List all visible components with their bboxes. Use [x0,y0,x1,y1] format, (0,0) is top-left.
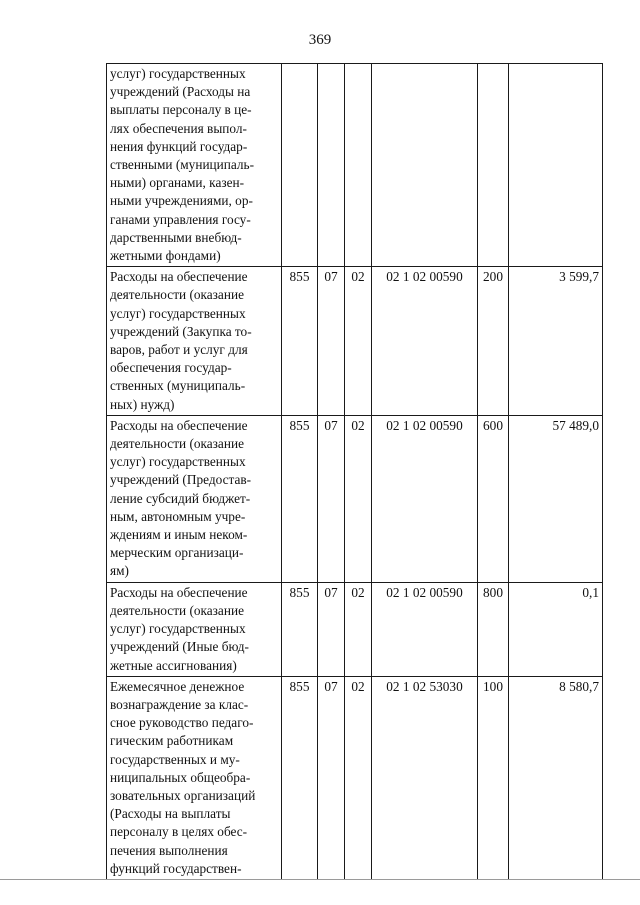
expense-name-cell [107,676,282,879]
expense-name-line: Расходы на обеспечение [110,584,248,600]
expense-name-line: зовательных организаций [110,787,256,803]
expense-name-line: гическим работникам [110,733,234,749]
budget-table [106,63,603,880]
section-code-cell: 07 [318,415,345,582]
subsection-code-cell: 02 [345,582,372,676]
expense-name-line: лях обеспечения выпол- [110,120,247,136]
expense-name-line: услуг) государственных [110,454,246,470]
expense-name-line: (Расходы на выплаты [110,806,231,822]
expense-name-line: вознаграждение за клас- [110,696,249,712]
expense-name-line: деятельности (оказание [110,436,244,452]
expense-name-line: Расходы на обеспечение [110,269,248,285]
amount-cell: 57 489,0 [509,415,603,582]
ministry-code-cell: 855 [282,415,318,582]
expense-name-line: учреждений (Расходы на [110,84,251,100]
expense-name-line: дарственными внебюд- [110,229,242,245]
expense-type-cell: 600 [478,415,509,582]
expense-type-cell: 100 [478,676,509,879]
section-code-cell [318,64,345,267]
expense-name-line: ными учреждениями, ор- [110,193,253,209]
table-row [107,64,603,267]
expense-name-line: мерческим организаци- [110,545,244,561]
amount-cell [509,64,603,267]
table-row [107,582,603,676]
expense-name-line: услуг) государственных [110,621,246,637]
expense-name-line: государственных и му- [110,751,240,767]
subsection-code-cell [345,64,372,267]
page-number: 369 [308,32,332,48]
expense-name-line: Ежемесячное денежное [110,678,245,694]
target-article-cell: 02 1 02 00590 [372,267,478,416]
ministry-code-cell: 855 [282,676,318,879]
expense-name-line: обеспечения государ- [110,360,232,376]
section-code-cell: 07 [318,582,345,676]
expense-type-cell [478,64,509,267]
expense-name-line: ждениям и иным неком- [110,527,248,543]
expense-type-cell: 800 [478,582,509,676]
expense-name-cell [107,415,282,582]
expense-name-line: сное руководство педаго- [110,715,254,731]
expense-name-line: учреждений (Предостав- [110,472,252,488]
expense-name-line: деятельности (оказание [110,602,244,618]
target-article-cell: 02 1 02 00590 [372,415,478,582]
subsection-code-cell: 02 [345,676,372,879]
ministry-code-cell: 855 [282,582,318,676]
amount-cell: 0,1 [509,582,603,676]
expense-name-line: ными) органами, казен- [110,175,245,191]
table-row [107,267,603,416]
expense-name-line: ниципальных общеобра- [110,769,251,785]
subsection-code-cell: 02 [345,415,372,582]
expense-name-line: нения функций государ- [110,138,248,154]
expense-name-line: выплаты персоналу в це- [110,102,252,118]
expense-name-line: ственных (муниципаль- [110,378,246,394]
expense-name-line: ям) [110,563,129,579]
expense-type-cell: 200 [478,267,509,416]
ministry-code-cell [282,64,318,267]
section-code-cell: 07 [318,267,345,416]
expense-name-line: ственными (муниципаль- [110,157,255,173]
expense-name-line: жетные ассигнования) [110,657,237,673]
expense-name-line: учреждений (Иные бюд- [110,639,249,655]
expense-name-line: функций государствен- [110,860,242,876]
expense-name-line: варов, работ и услуг для [110,342,248,358]
expense-name-line: ление субсидий бюджет- [110,490,251,506]
subsection-code-cell: 02 [345,267,372,416]
ministry-code-cell: 855 [282,267,318,416]
table-row [107,676,603,879]
expense-name-line: ным, автономным учре- [110,508,246,524]
table-body [107,64,603,880]
expense-name-cell [107,64,282,267]
expense-name-cell [107,267,282,416]
table-row [107,415,603,582]
expense-name-cell [107,582,282,676]
expense-name-line: персоналу в целях обес- [110,824,248,840]
target-article-cell [372,64,478,267]
section-code-cell: 07 [318,676,345,879]
expense-name-line: услуг) государственных [110,305,246,321]
expense-name-line: услуг) государственных [110,66,246,81]
expense-name-line: ганами управления госу- [110,211,251,227]
expense-name-line: ных) нужд) [110,396,175,412]
bottom-divider [0,879,640,880]
amount-cell: 8 580,7 [509,676,603,879]
expense-name-line: жетными фондами) [110,248,221,264]
expense-name-line: деятельности (оказание [110,287,244,303]
target-article-cell: 02 1 02 00590 [372,582,478,676]
amount-cell: 3 599,7 [509,267,603,416]
expense-name-line: учреждений (Закупка то- [110,323,252,339]
target-article-cell: 02 1 02 53030 [372,676,478,879]
expense-name-line: печения выполнения [110,842,228,858]
expense-name-line: Расходы на обеспечение [110,417,248,433]
